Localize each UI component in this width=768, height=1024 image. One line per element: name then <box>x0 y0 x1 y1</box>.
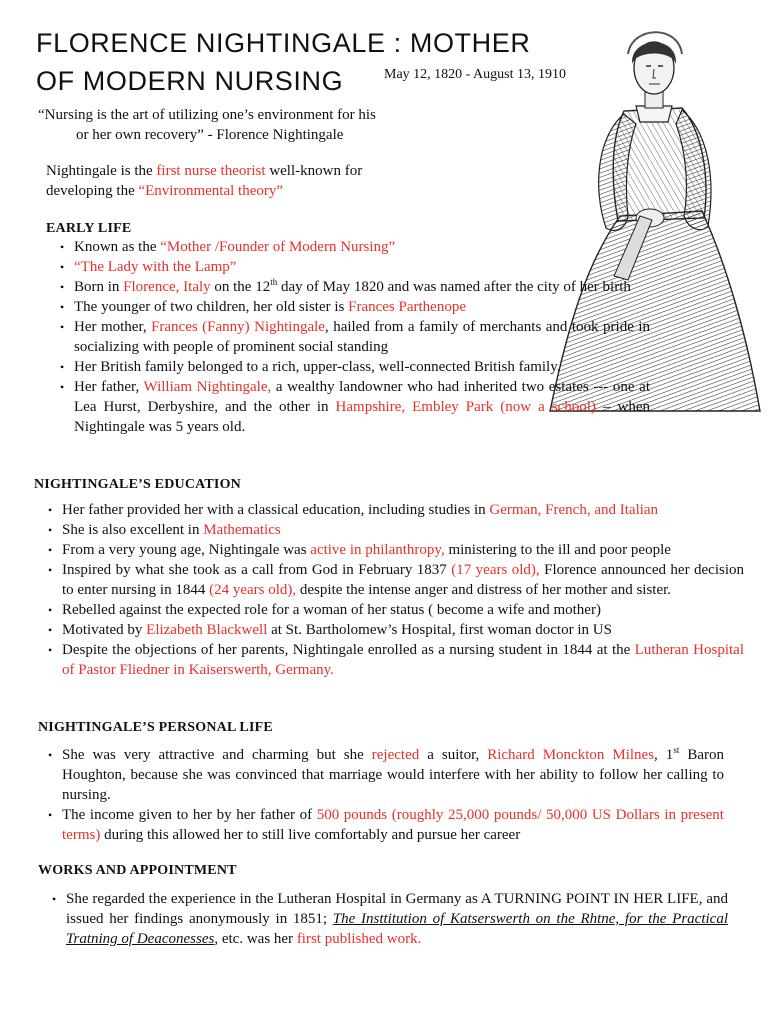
highlight: Frances Parthenope <box>348 299 466 315</box>
section-heading-personal-life: NIGHTINGALE’S PERSONAL LIFE <box>38 720 273 735</box>
text: She regarded the experience in the Lutheran Hospital in Germany as A TURNING POINT IN HER LIFE, and issued her findings anonymously in 1851; <box>66 891 728 927</box>
text: – when Nightingale was 5 years old. <box>74 399 650 435</box>
list-item <box>52 889 728 949</box>
text: Florence announced her decision to enter nursing in 1844 <box>62 562 745 598</box>
highlight: Mathematics <box>203 522 281 538</box>
text: th <box>270 277 278 287</box>
highlight: “The Lady with the Lamp” <box>74 259 237 275</box>
text: during this allowed her to still live comfortably and pursue her career <box>100 827 521 843</box>
text: Inspired by what she took as a call from God in February 1837 <box>62 562 452 578</box>
text: , hailed from a family of merchants and took pride in socializing with people of prominent social standing <box>74 319 650 355</box>
list-item <box>48 620 744 640</box>
list-item <box>60 297 650 317</box>
text: Baron Houghton, because she was convinced that marriage would interfere with her ability to follow her calling to nursing. <box>62 747 724 803</box>
text: well-known for <box>265 163 363 179</box>
list-item <box>60 257 650 277</box>
list-item <box>60 377 650 437</box>
text: developing the <box>46 183 139 199</box>
works-list <box>52 889 728 949</box>
list-item <box>60 277 650 297</box>
text: She is also excellent in <box>62 522 204 538</box>
text: From a very young age, Nightingale was <box>62 542 311 558</box>
highlight: Richard Monckton Milnes <box>487 747 655 763</box>
text: Known as the <box>74 239 161 255</box>
highlight: 500 pounds (roughly 25,000 pounds/ 50,000 US Dollars in present terms) <box>62 807 724 843</box>
highlight: (24 years old), <box>209 582 297 598</box>
highlight: Frances (Fanny) Nightingale <box>151 319 325 335</box>
text: Her father, <box>74 379 144 395</box>
text: The income given to her by her father of <box>62 807 317 823</box>
highlight: Lutheran Hospital of Pastor Fliedner in Kaiserswerth, Germany. <box>62 642 744 678</box>
highlight: “Mother /Founder of Modern Nursing” <box>160 239 396 255</box>
text: Nightingale is the <box>46 163 157 179</box>
personal-life-list <box>48 745 724 845</box>
list-item <box>48 540 744 560</box>
text: ministering to the ill and poor people <box>444 542 671 558</box>
text: , etc. was her <box>214 931 297 947</box>
text: a wealthy landowner who had inherited two estates --- one at Lea Hurst, Derbyshire, and the other in <box>74 379 650 415</box>
text: at St. Bartholomew’s Hospital, first woman doctor in US <box>267 622 612 638</box>
highlight: active in philanthropy, <box>310 542 445 558</box>
list-item <box>60 317 650 357</box>
highlight: first published work. <box>296 931 422 947</box>
list-item <box>60 237 650 257</box>
text: on the 12 <box>210 279 271 295</box>
text: Born in <box>74 279 124 295</box>
text: a suitor, <box>419 747 488 763</box>
text: Despite the objections of her parents, Nightingale enrolled as a nursing student in 1844 at the <box>62 642 635 658</box>
list-item <box>48 640 744 680</box>
list-item <box>48 500 744 520</box>
highlight: William Nightingale, <box>143 379 272 395</box>
title-line-1: FLORENCE NIGHTINGALE : MOTHER <box>36 28 531 58</box>
text: Rebelled against the expected role for a woman of her status ( become a wife and mother) <box>62 602 601 618</box>
text: Motivated by <box>62 622 147 638</box>
text: Her mother, <box>74 319 152 335</box>
highlight: Florence, Italy <box>123 279 211 295</box>
list-item <box>48 745 724 805</box>
text: The younger of two children, her old sister is <box>74 299 349 315</box>
text: , 1 <box>654 747 674 763</box>
education-list <box>48 500 744 680</box>
text: st <box>673 745 680 755</box>
list-item <box>48 560 744 600</box>
highlight: rejected <box>371 747 420 763</box>
highlight: Elizabeth Blackwell <box>146 622 268 638</box>
text: day of May 1820 and was named after the city of her birth <box>277 279 631 295</box>
list-item <box>60 357 650 377</box>
section-heading-education: NIGHTINGALE’S EDUCATION <box>34 477 241 492</box>
quote <box>38 105 376 145</box>
quote-line-2: or her own recovery” - Florence Nightingale <box>76 127 344 143</box>
text: despite the intense anger and distress of her mother and sister. <box>296 582 672 598</box>
title-line-2: OF MODERN NURSING <box>36 66 344 96</box>
text: She was very attractive and charming but she <box>62 747 372 763</box>
quote-line-1: “Nursing is the art of utilizing one’s environment for his <box>38 107 376 123</box>
highlight: “Environmental theory” <box>138 183 284 199</box>
page-title <box>36 24 530 100</box>
section-heading-works: WORKS AND APPOINTMENT <box>38 863 237 878</box>
publication-title: The Insttitution of Katserswerth on the Rhtne, for the Practical Tratning of Deaconesses <box>66 911 728 947</box>
list-item <box>48 600 744 620</box>
early-life-list <box>60 237 650 437</box>
list-item <box>48 520 744 540</box>
highlight: German, French, and Italian <box>489 502 659 518</box>
list-item <box>48 805 724 845</box>
intro-paragraph <box>46 161 362 201</box>
text: Her father provided her with a classical education, including studies in <box>62 502 490 518</box>
text: Her British family belonged to a rich, upper-class, well-connected British family. <box>74 359 561 375</box>
section-heading-early-life: EARLY LIFE <box>46 221 132 236</box>
life-dates: May 12, 1820 - August 13, 1910 <box>384 67 566 82</box>
highlight: first nurse theorist <box>156 163 266 179</box>
highlight: (17 years old), <box>451 562 540 578</box>
highlight: Hampshire, Embley Park (now a school) <box>335 399 596 415</box>
